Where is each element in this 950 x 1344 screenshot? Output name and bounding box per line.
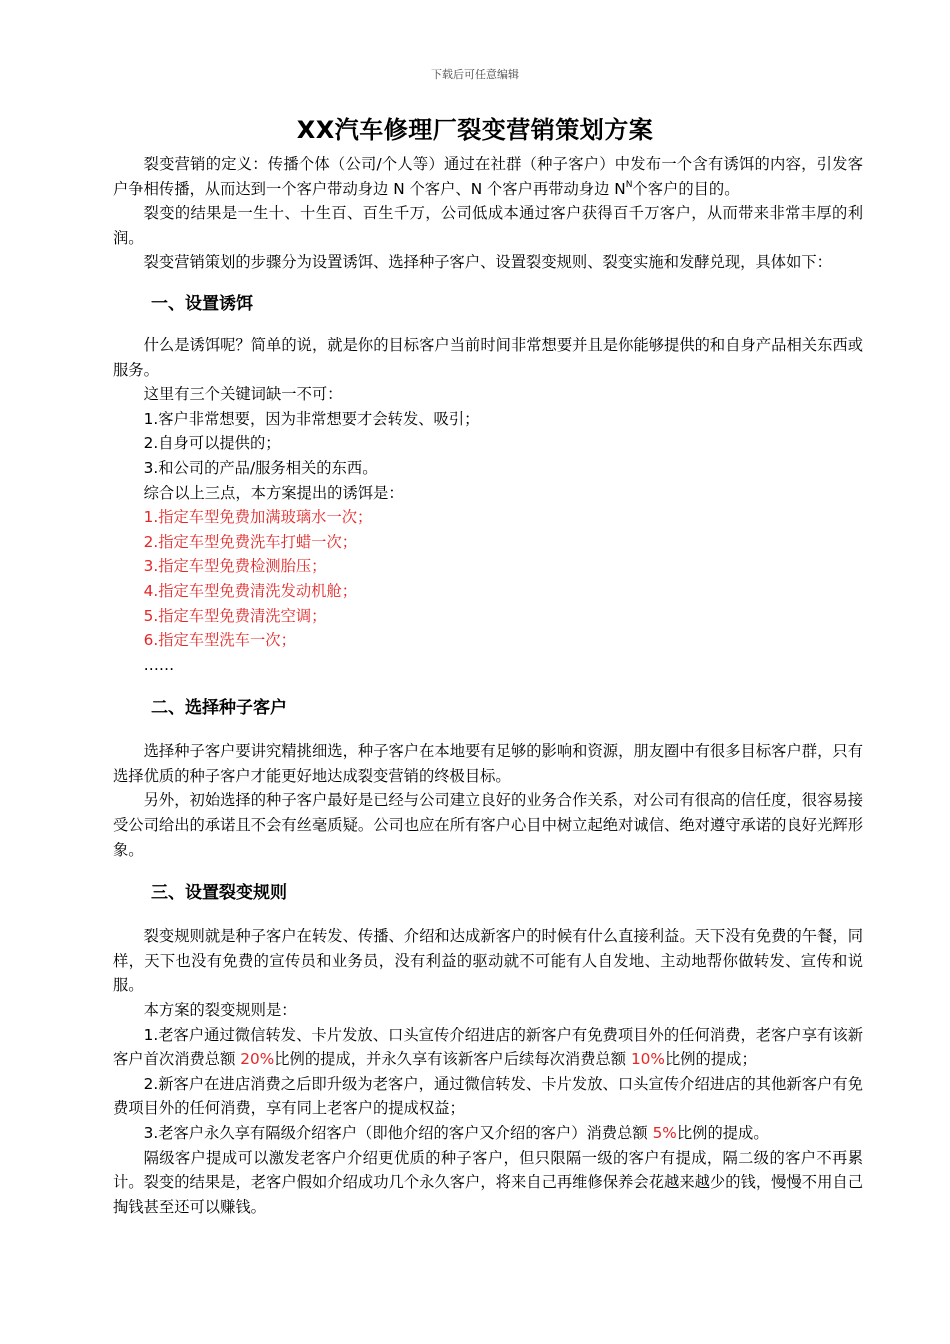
intro-paragraph-3: 裂变营销策划的步骤分为设置诱饵、选择种子客户、设置裂变规则、裂变实施和发酵兑现，具体如下： [143,253,832,272]
rule-3: 3.老客户永久享有隔级介绍客户（即他介绍的客户又介绍的客户）消费总额 5%比例的提成。 [143,1124,769,1142]
section-1-paragraph-2: 这里有三个关键词缺一不可： [143,385,343,404]
key-point: 1.客户非常想要，因为非常想要才会转发、吸引； [143,409,480,428]
section-1-heading: 一、设置诱饵 [151,293,253,314]
key-point: 2.自身可以提供的； [143,434,281,453]
intro-paragraph-2: 裂变的结果是一生十、十生百、百生千万，公司低成本通过客户获得百千万客户，从而带来非常丰厚的利润。 [113,204,863,247]
key-point: 3.和公司的产品/服务相关的东西。 [143,458,378,477]
document-title: XX汽车修理厂裂变营销策划方案 [296,116,654,144]
ellipsis: …… [143,655,175,674]
section-2-heading: 二、选择种子客户 [151,698,287,719]
bait-item: 4.指定车型免费清洗发动机舱； [143,581,358,600]
section-3-paragraph-3: 隔级客户提成可以激发老客户介绍更优质的种子客户，但只限隔一级的客户有提成，隔二级的客户不再累计。裂变的结果是，老客户假如介绍成功几个永久客户，将来自己再维修保养会花越来越少的钱，慢慢不用自己掏钱甚至还可以赚钱。 [113,1148,863,1216]
section-2-paragraph-2: 另外，初始选择的种子客户最好是已经与公司建立良好的业务合作关系，对公司有很高的信任度，很容易接受公司给出的承诺且不会有丝毫质疑。公司也应在所有客户心目中树立起绝对诚信、绝对遵守承诺的良好光辉形象。 [113,791,863,859]
bait-item: 3.指定车型免费检测胎压； [143,557,327,576]
section-3-paragraph-2: 本方案的裂变规则是： [143,1001,297,1020]
section-3-heading: 三、设置裂变规则 [151,883,287,904]
section-1-paragraph-1: 什么是诱饵呢？简单的说，就是你的目标客户当前时间非常想要并且是你能够提供的和自身产品相关东西或服务。 [113,335,863,379]
bait-item: 6.指定车型洗车一次； [143,631,296,650]
section-2-paragraph-1: 选择种子客户要讲究精挑细选，种子客户在本地要有足够的影响和资源，朋友圈中有很多目标客户群，只有选择优质的种子客户才能更好地达成裂变营销的终极目标。 [113,742,863,785]
section-3-paragraph-1: 裂变规则就是种子客户在转发、传播、介绍和达成新客户的时候有什么直接利益。天下没有免费的午餐，同样，天下也没有免费的宣传员和业务员，没有利益的驱动就不可能有人自发地、主动地帮你做转发、宣传和说服。 [113,927,863,995]
bait-item: 2.指定车型免费洗车打蜡一次； [143,532,358,551]
rule-1: 1.老客户通过微信转发、卡片发放、口头宣传介绍进店的新客户有免费项目外的任何消费，老客户享有该新客户首次消费总额 20%比例的提成，并永久享有该新客户后续每次消费总额 10%比例的提成； [113,1025,863,1069]
rule-2: 2.新客户在进店消费之后即升级为老客户，通过微信转发、卡片发放、口头宣传介绍进店的其他新客户有免费项目外的任何消费，享有同上老客户的提成权益； [113,1074,863,1118]
percentage-highlight: 5% [652,1124,677,1142]
bait-item: 5.指定车型免费清洗空调； [143,606,327,625]
document-body [113,152,863,1219]
bait-item: 1.指定车型免费加满玻璃水一次； [143,508,373,527]
intro-paragraph-1: 裂变营销的定义：传播个体（公司/个人等）通过在社群（种子客户）中发布一个含有诱饵的内容，引发客户争相传播，从而达到一个客户带动身边 N 个客户、N 个客户再带动身边 $N^N$个客户的目的。 [113,155,863,198]
header-note: 下载后可任意编辑 [431,68,519,81]
percentage-highlight: 20% [240,1050,275,1069]
section-1-paragraph-3: 综合以上三点，本方案提出的诱饵是： [143,483,404,502]
percentage-highlight: 10% [630,1050,665,1069]
